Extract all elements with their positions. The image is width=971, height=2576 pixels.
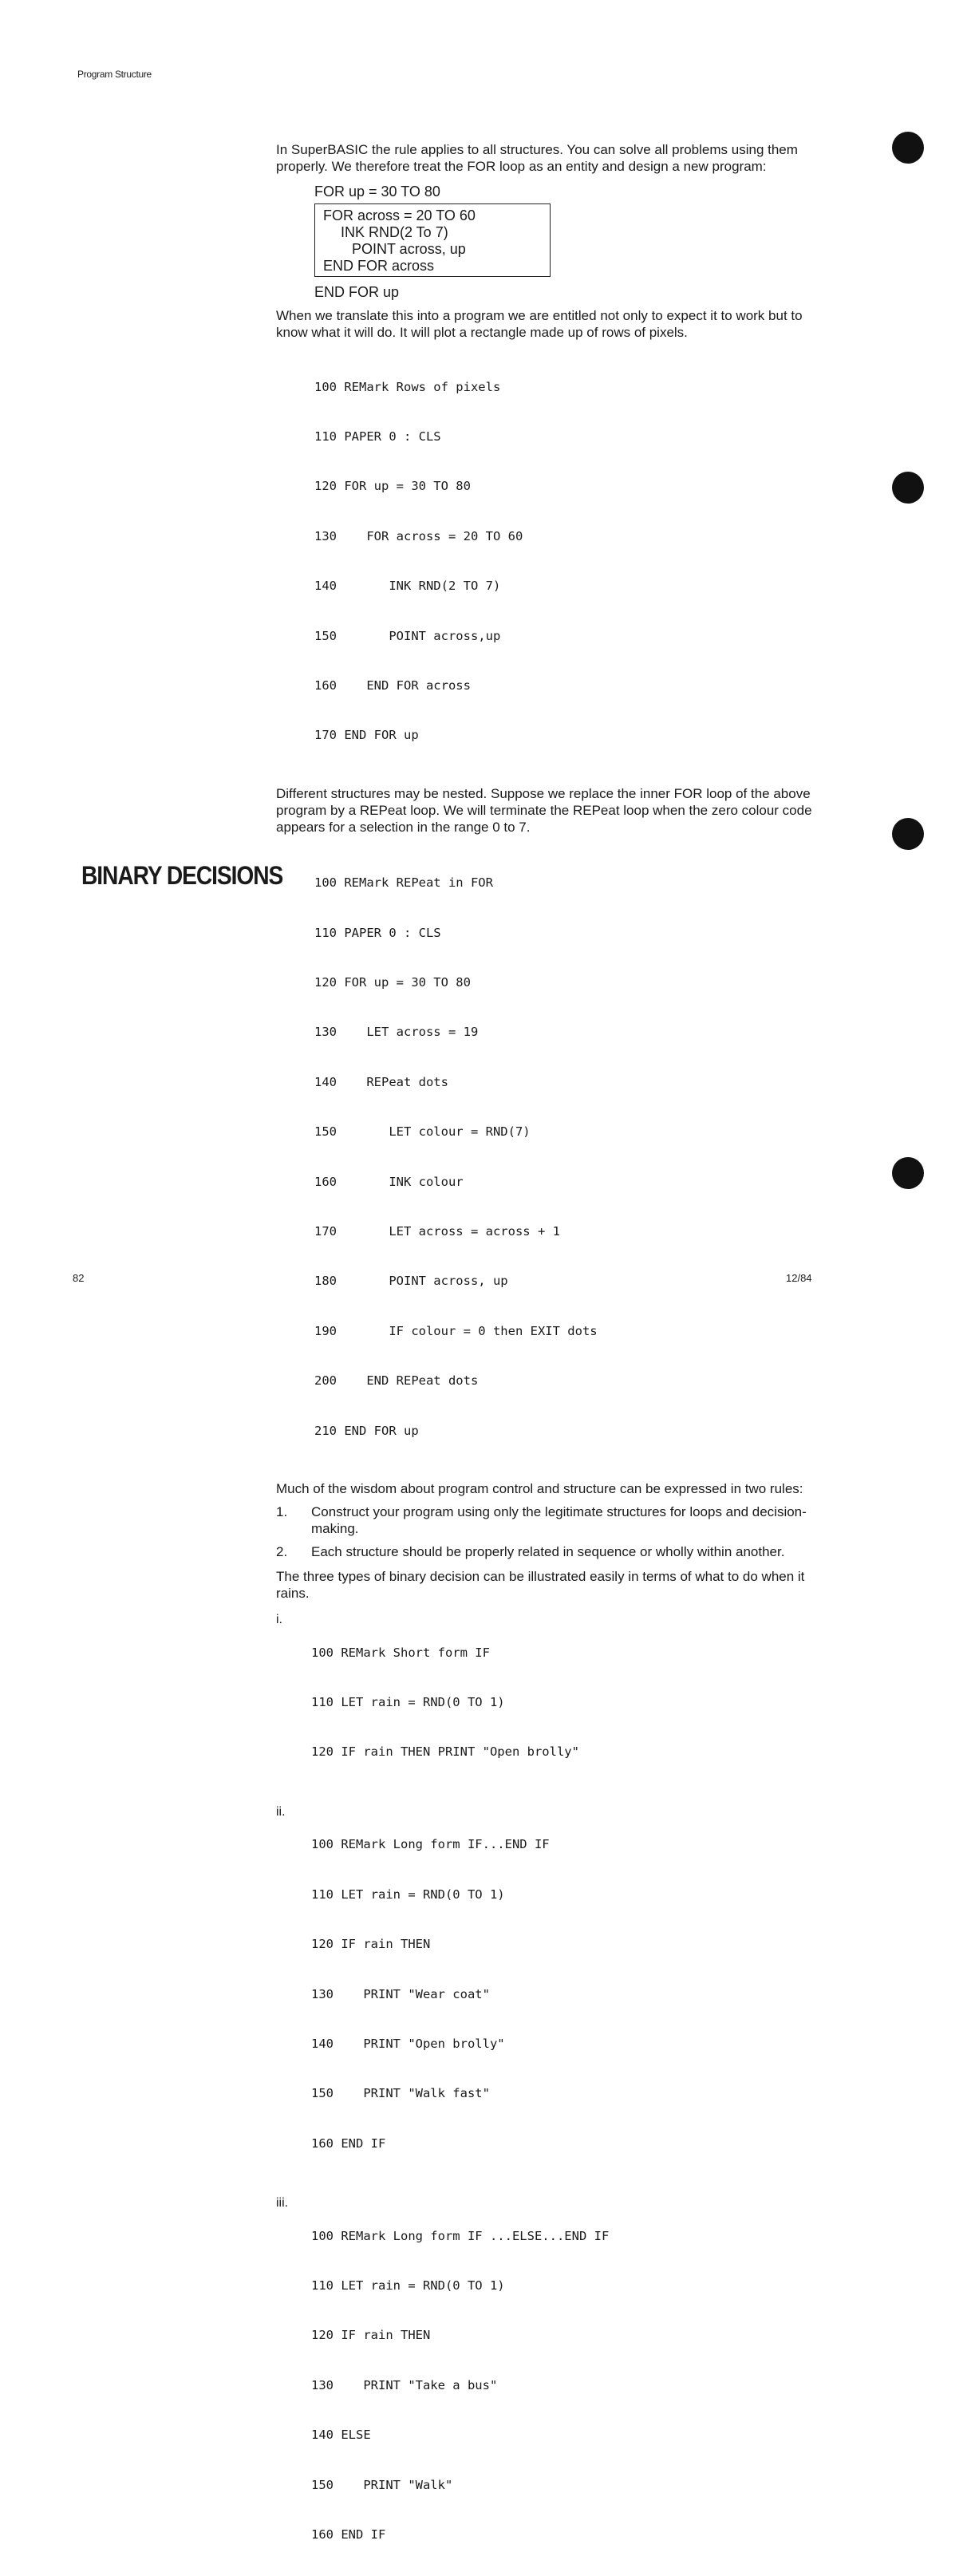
- code-line: 120 IF rain THEN: [311, 1937, 431, 1952]
- code-line: 130 PRINT "Take a bus": [311, 2377, 498, 2392]
- rule-text: Construct your program using only the legitimate structures for loops and decision-making.: [311, 1504, 807, 1536]
- code-line: 100 REMark Long form IF...END IF: [311, 1837, 550, 1852]
- example-numeral: i.: [276, 1613, 282, 1626]
- outline-outer-start: FOR up = 30 TO 80: [314, 184, 440, 200]
- example-if-else: [276, 2195, 831, 2576]
- code-line: 200 END REPeat dots: [314, 1373, 479, 1389]
- code-line: 110 LET rain = RND(0 TO 1): [311, 1887, 505, 1902]
- binder-hole-4: [892, 1157, 924, 1189]
- example-long-if: [276, 1804, 831, 2185]
- box-line: INK RND(2 To 7): [341, 224, 448, 240]
- code-line: 160 END IF: [311, 2135, 386, 2151]
- code-listing: [311, 2195, 831, 2576]
- list-item: [276, 1543, 831, 1560]
- code-line: 110 PAPER 0 : CLS: [314, 429, 441, 444]
- binder-hole-1: [892, 132, 924, 164]
- section-heading: BINARY DECISIONS: [81, 861, 283, 890]
- rules-list: [276, 1503, 831, 1560]
- code-line: 150 PRINT "Walk": [311, 2477, 453, 2492]
- code-line: 130 FOR across = 20 TO 60: [314, 528, 523, 543]
- code-line: 160 END FOR across: [314, 678, 471, 693]
- code-line: 130 LET across = 19: [314, 1025, 479, 1040]
- code-line: 120 IF rain THEN PRINT "Open brolly": [311, 1744, 579, 1760]
- structure-outline: [314, 183, 831, 301]
- example-short-if: [276, 1611, 831, 1794]
- page-number: 82: [73, 1272, 85, 1284]
- binder-hole-3: [892, 818, 924, 850]
- code-line: 210 END FOR up: [314, 1423, 419, 1438]
- date-code: 12/84: [786, 1272, 812, 1284]
- binder-hole-2: [892, 472, 924, 504]
- code-line: 150 LET colour = RND(7): [314, 1124, 531, 1140]
- running-header: Program Structure: [77, 69, 152, 80]
- rule-number: 1.: [276, 1504, 288, 1519]
- nested-paragraph: Different structures may be nested. Suppose we replace the inner FOR loop of the above program by a REPeat loop. We will terminate the REPeat loop when the zero colour code appears for a selection in the range 0 to 7.: [276, 785, 812, 835]
- box-line: POINT across, up: [352, 241, 466, 257]
- code-line: 160 INK colour: [314, 1174, 464, 1189]
- outline-outer-end: END FOR up: [314, 284, 400, 300]
- code-line: 110 PAPER 0 : CLS: [314, 925, 441, 940]
- code-line: 150 POINT across,up: [314, 628, 501, 643]
- code-line: 170 END FOR up: [314, 728, 419, 743]
- rule-text: Each structure should be properly related in sequence or wholly within another.: [311, 1544, 785, 1559]
- code-line: 100 REMark Rows of pixels: [314, 379, 501, 394]
- code-listing: [311, 1804, 831, 2185]
- code-line: 140 ELSE: [311, 2428, 371, 2443]
- outline-inner-box: [314, 203, 551, 277]
- code-line: 100 REMark REPeat in FOR: [314, 875, 493, 891]
- code-line: 180 POINT across, up: [314, 1274, 508, 1289]
- code-line: 160 END IF: [311, 2527, 386, 2542]
- code-line: 120 IF rain THEN: [311, 2328, 431, 2343]
- code-line: 140 PRINT "Open brolly": [311, 2036, 505, 2051]
- code-line: 140 INK RND(2 TO 7): [314, 579, 501, 594]
- code-line: 150 PRINT "Walk fast": [311, 2086, 490, 2101]
- box-line: END FOR across: [323, 258, 435, 274]
- code-line: 110 LET rain = RND(0 TO 1): [311, 1694, 505, 1709]
- code-line: 120 FOR up = 30 TO 80: [314, 975, 471, 990]
- wisdom-paragraph: Much of the wisdom about program control and structure can be expressed in two rules:: [276, 1481, 803, 1496]
- intro-paragraph: In SuperBASIC the rule applies to all structures. You can solve all problems using them properly. We therefore treat the FOR loop as an entity and design a new program:: [276, 142, 798, 174]
- code-line: 130 PRINT "Wear coat": [311, 1986, 490, 2001]
- code-listing: [311, 1611, 831, 1794]
- box-line: FOR across = 20 TO 60: [323, 207, 476, 223]
- code-line: 120 FOR up = 30 TO 80: [314, 479, 471, 494]
- code-listing-repeat-in-for: [314, 842, 831, 1472]
- list-item: [276, 1503, 831, 1537]
- binary-paragraph: The three types of binary decision can be illustrated easily in terms of what to do when it rains.: [276, 1569, 805, 1601]
- example-numeral: iii.: [276, 2196, 289, 2211]
- code-line: 100 REMark Short form IF: [311, 1645, 490, 1660]
- code-line: 110 LET rain = RND(0 TO 1): [311, 2278, 505, 2294]
- code-line: 140 REPeat dots: [314, 1074, 448, 1089]
- code-line: 100 REMark Long form IF ...ELSE...END IF: [311, 2228, 610, 2243]
- main-content: [276, 141, 831, 2576]
- code-listing-rows-of-pixels: [314, 346, 831, 777]
- example-numeral: ii.: [276, 1804, 286, 1819]
- rule-number: 2.: [276, 1544, 288, 1559]
- code-line: 170 LET across = across + 1: [314, 1224, 560, 1239]
- code-line: 190 IF colour = 0 then EXIT dots: [314, 1323, 598, 1338]
- translate-paragraph: When we translate this into a program we are entitled not only to expect it to work but to know what it will do. It will plot a rectangle made up of rows of pixels.: [276, 308, 803, 340]
